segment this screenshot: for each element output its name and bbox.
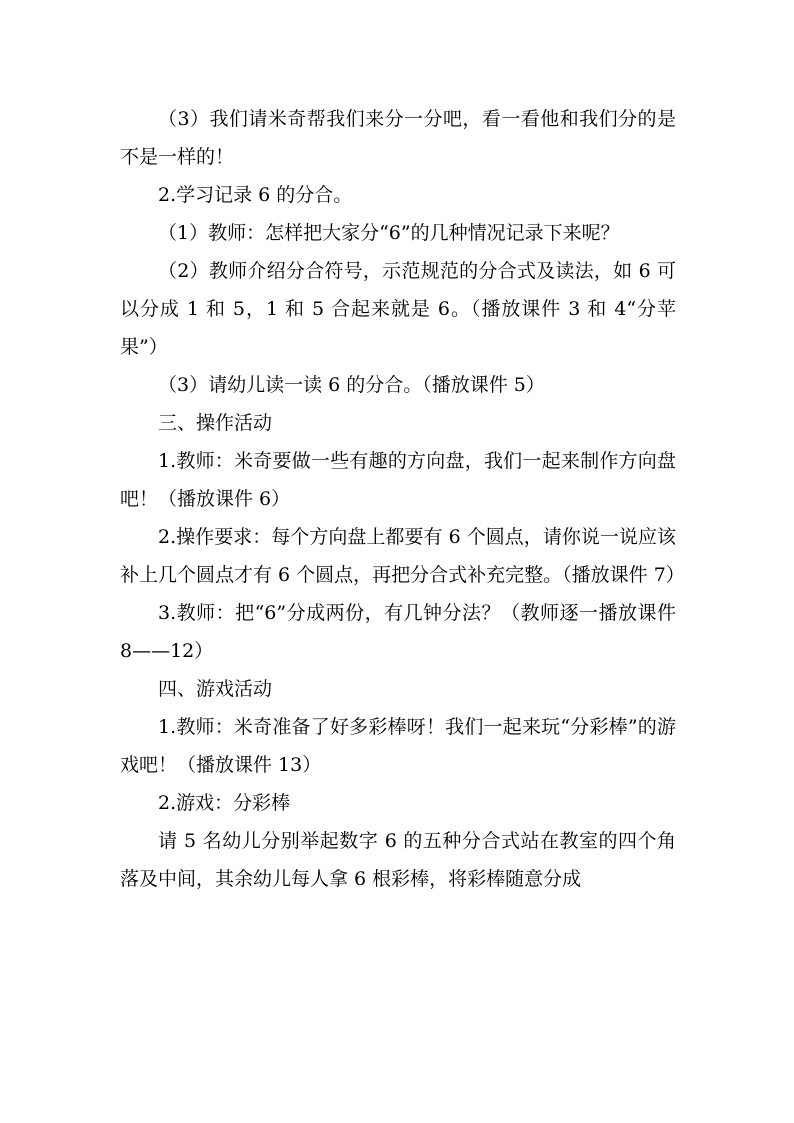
paragraph-game-rules: 请 5 名幼儿分别举起数字 6 的五种分合式站在教室的四个角落及中间，其余幼儿每人拿 6 根彩棒，将彩棒随意分成 (120, 830, 676, 890)
heading-operation-activity: 三、操作活动 (158, 412, 273, 434)
paragraph-record-question: （1）教师：怎样把大家分“6”的几种情况记录下来呢？ (158, 222, 620, 244)
paragraph-symbol-intro: （2）教师介绍分合符号，示范规范的分合式及读法，如 6 可以分成 1 和 5，1 和 5 合起来就是 6。（播放课件 3 和 4“分苹果”） (120, 260, 676, 358)
heading-game-activity: 四、游戏活动 (158, 678, 273, 700)
paragraph-split-methods: 3.教师：把“6”分成两份，有几钟分法？（教师逐一播放课件 8——12） (120, 602, 676, 662)
paragraph-read-aloud: （3）请幼儿读一读 6 的分合。（播放课件 5） (158, 374, 545, 396)
paragraph-color-sticks: 1.教师：米奇准备了好多彩棒呀！我们一起来玩“分彩棒”的游戏吧！（播放课件 13） (120, 716, 676, 776)
paragraph-section-2-record: 2.学习记录 6 的分合。 (158, 184, 353, 206)
paragraph-step-3-mickey: （3）我们请米奇帮我们来分一分吧，看一看他和我们分的是不是一样的！ (120, 108, 676, 168)
paragraph-game-name: 2.游戏：分彩棒 (158, 792, 291, 814)
paragraph-steering-wheel: 1.教师：米奇要做一些有趣的方向盘，我们一起来制作方向盘吧！（播放课件 6） (120, 450, 676, 510)
document-body (120, 100, 685, 898)
paragraph-operation-requirements: 2.操作要求：每个方向盘上都要有 6 个圆点，请你说一说应该补上几个圆点才有 6 个圆点，再把分合式补充完整。（播放课件 7） (120, 526, 685, 586)
